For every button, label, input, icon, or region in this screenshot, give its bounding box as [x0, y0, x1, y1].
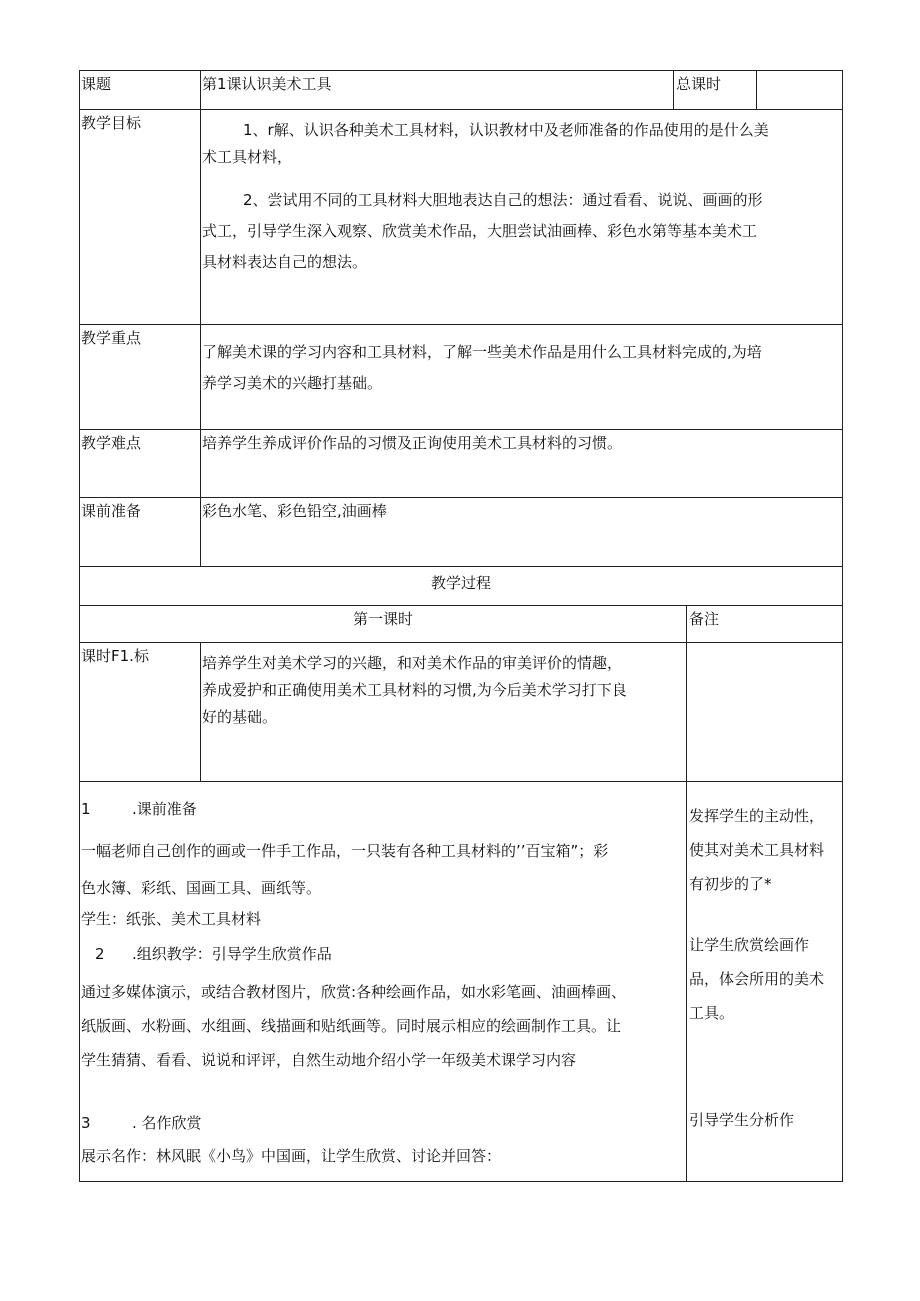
key-points-text — [202, 337, 762, 399]
remark-2 — [689, 928, 824, 1030]
preparation-text: 彩色水笔、彩色铅空,油画棒 — [202, 502, 387, 520]
period-title: 第一课时 — [352, 610, 413, 628]
step-1-title: .课前准备 — [132, 800, 197, 818]
objectives-item-2-line: 式工，引导学生深入观察、欣赏美术作品，大胆尝试油画棒、彩色水第等基本美术工 — [202, 222, 758, 240]
remark-3: 引导学生分析作 — [689, 1111, 795, 1129]
remark-2-line: 品，体会所用的美术 — [689, 970, 825, 988]
step-2-title: .组织教学：引导学生欣赏作品 — [132, 945, 332, 963]
remark-1-line: 发挥学生的主动性， — [689, 807, 825, 825]
step-3-text: 展示名作：林风眠《小鸟》中国画，让学生欣赏、讨论并回答： — [81, 1147, 502, 1165]
remark-1 — [689, 799, 824, 901]
step-2-number: 2 — [95, 945, 105, 963]
total-hours-label: 总课时 — [676, 75, 722, 93]
step-3-title: . 名作欣赏 — [132, 1114, 202, 1132]
process-title: 教学过程 — [430, 574, 491, 592]
remark-1-line: 使其对美术工具材料 — [689, 841, 825, 859]
subject-value: 第1课认识美术工具 — [202, 75, 332, 93]
step-1-line: 一幅老师自己创作的画或一件手工作品，一只装有各种工具材料的’’百宝箱”；彩 — [81, 842, 609, 860]
key-points-label: 教学重点 — [81, 329, 142, 347]
difficulties-text: 培养学生养成评价作品的习惯及正询使用美术工具材料的习惯。 — [202, 434, 623, 452]
step-2-line: 学生猜猜、看看、说说和评评，自然生动地介绍小学一年级美术课学习内容 — [81, 1051, 577, 1069]
step-2-text — [81, 975, 626, 1077]
objectives-item-1-line: 1、r解、认识各种美术工具材料，认识教材中及老师准备的作品使用的是什么美 — [243, 121, 769, 139]
objectives-item-1 — [202, 117, 769, 171]
objectives-label-cell — [79, 109, 201, 325]
step-1-students: 学生：纸张、美术工具材料 — [81, 910, 262, 928]
key-points-line: 了解美术课的学习内容和工具材料，了解一些美术作品是用什么工具材料完成的,为培 — [202, 343, 762, 361]
objectives-item-2 — [202, 185, 763, 278]
preparation-label: 课前准备 — [81, 502, 142, 520]
objectives-item-2-line: 具材料表达自己的想法。 — [202, 253, 368, 271]
subject-label: 课题 — [81, 75, 112, 93]
period-goal-line: 培养学生对美术学习的兴趣，和对美术作品的审美评价的情趣， — [202, 654, 623, 672]
total-hours-value-cell — [756, 70, 843, 110]
period-goal-label: 课时F1.标 — [81, 647, 149, 665]
remark-1-line: 有初步的了* — [689, 875, 772, 893]
period-goal-line: 好的基础。 — [202, 708, 278, 726]
key-points-line: 养学习美术的兴趣打基础。 — [202, 374, 383, 392]
step-3-number: 3 — [81, 1114, 91, 1132]
objectives-label: 教学目标 — [81, 114, 142, 132]
remark-2-line: 工具。 — [689, 1004, 735, 1022]
step-2-line: 纸版画、水粉画、水组画、线描画和贴纸画等。同时展示相应的绘画制作工具。让 — [81, 1017, 622, 1035]
period-goal-line: 养成爱护和正确使用美术工具材料的习惯,为今后美术学习打下良 — [202, 681, 627, 699]
notes-label: 备注 — [689, 610, 720, 628]
objectives-item-1-line: 术工具材料， — [202, 148, 293, 166]
objectives-item-2-line: 2、尝试用不同的工具材料大胆地表达自己的想法：通过看看、说说、画画的形 — [243, 191, 763, 209]
remark-2-line: 让学生欣赏绘画作 — [689, 936, 810, 954]
step-1-number: 1 — [81, 800, 91, 818]
difficulties-label: 教学难点 — [81, 434, 142, 452]
step-1-text — [81, 833, 608, 907]
period-goal-note-cell — [686, 642, 843, 782]
step-1-line: 色水簿、彩纸、国画工具、画纸等。 — [81, 879, 322, 897]
step-2-line: 通过多媒体演示，或结合教材图片，欣赏:各种绘画作品，如水彩笔画、油画棒画、 — [81, 983, 627, 1001]
period-goal-text — [202, 650, 627, 731]
